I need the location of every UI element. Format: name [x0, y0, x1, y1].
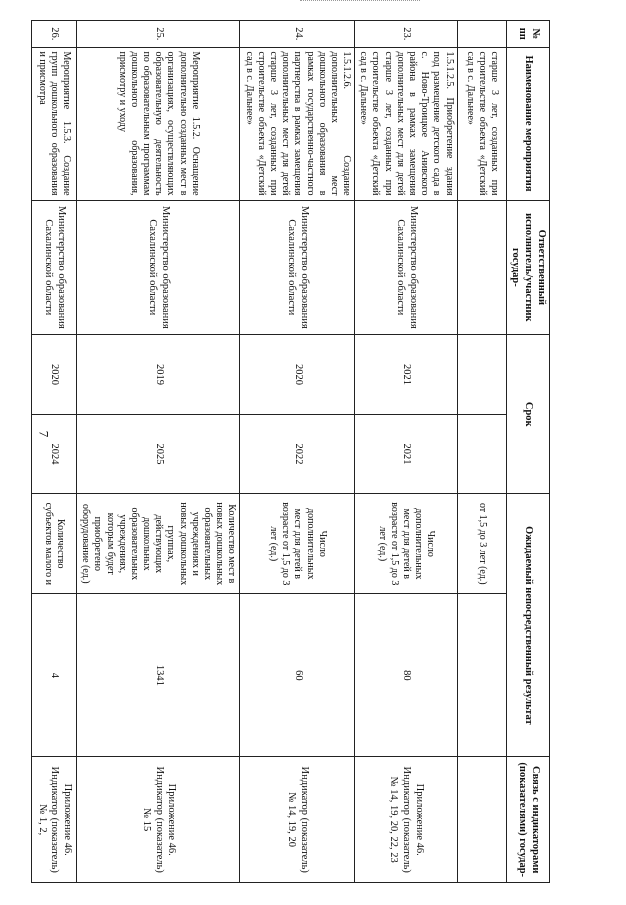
table-row [240, 21, 355, 883]
header-result: Ожидаемый непосредственный результат [506, 494, 549, 757]
table-row [457, 21, 506, 883]
result-text: Количество мест в новых дошкольных образовательных учреждениях и новых дошкольных группах, действующих дошкольных образовательных учреждениях, которым будет приобретено оборудование (ед.) [76, 494, 239, 594]
table-header-row [506, 21, 549, 883]
activity-name: Мероприятие 1.5.3. Создание групп дошкольного образования и присмотра [31, 47, 76, 200]
activities-table [31, 20, 550, 883]
header-name: Наименование мероприятия [506, 47, 549, 200]
activity-name: 1.5.1.2.5. Приобретение здания под размещение детского сада в с. Ново-Троицкое Анивского района в рамках замещения дополнительных мест для детей старше 3 лет, созданных при строительстве объекта «Детский сад в с. Дальнее» [355, 47, 458, 200]
header-term: Срок [506, 335, 549, 494]
row-number: 25. [76, 21, 239, 48]
term-end: 2021 [355, 414, 458, 494]
indicator-link: Приложение 46. Индикатор (показатель) № 15 [76, 757, 239, 883]
responsible-cell: Министерство образования Сахалинской области [31, 200, 76, 335]
term-end: 2024 [31, 414, 76, 494]
table-row [355, 21, 458, 883]
term-end: 2022 [240, 414, 355, 494]
result-value: 1341 [76, 594, 239, 757]
table-row [31, 21, 76, 883]
activity-name: Мероприятие 1.5.2. Оснащение дополнительно созданных мест в организациях, осуществляющих образовательную деятельность по образовательным программам дошкольного образования, присмотру и уходу [76, 47, 239, 200]
indicator-link: Приложение 46. Индикатор (показатель) № 14, 19, 20, 22, 23 [355, 757, 458, 883]
result-text: Количество субъектов малого и [31, 494, 76, 594]
row-number: 23. [355, 21, 458, 48]
result-value: 60 [240, 594, 355, 757]
activity-name: 1.5.1.2.6. Создание дополнительных мест дошкольного образования в рамках государственно-частного партнерства в рамках замещения дополнительных мест для детей старше 3 лет, созданных при строительстве объекта «Детский сад в с. Дальнее» [240, 47, 355, 200]
result-value [457, 594, 506, 757]
term-start: 2020 [31, 335, 76, 415]
header-responsible: Ответственный исполнитель/участник государ- [506, 200, 549, 335]
responsible-cell: Министерство образования Сахалинской области [355, 200, 458, 335]
header-number: № пп [506, 21, 549, 48]
indicator-link: Индикатор (показатель) № 14, 19, 20 [240, 757, 355, 883]
term-end: 2025 [76, 414, 239, 494]
table-row [76, 21, 239, 883]
row-number: 26. [31, 21, 76, 48]
term-start: 2020 [240, 335, 355, 415]
term-start: 2019 [76, 335, 239, 415]
term-start [457, 335, 506, 415]
result-value: 4 [31, 594, 76, 757]
responsible-cell: Министерство образования Сахалинской области [76, 200, 239, 335]
row-number [457, 21, 506, 48]
result-value: 80 [355, 594, 458, 757]
header-link: Связь с индикаторами (показателями) государ- [506, 757, 549, 883]
result-text: Число дополнительных мест для детей в возрасте от 1,5 до 3 лет (ед.) [355, 494, 458, 594]
result-text: от 1,5 до 3 лет (ед.) [457, 494, 506, 594]
indicator-link: Приложение 46. Индикатор (показатель) № 1, 2, [31, 757, 76, 883]
row-number: 24. [240, 21, 355, 48]
responsible-cell [457, 200, 506, 335]
indicator-link [457, 757, 506, 883]
result-text: Число дополнительных мест для детей в возрасте от 1,5 до 3 лет (ед.) [240, 494, 355, 594]
term-start: 2021 [355, 335, 458, 415]
responsible-cell: Министерство образования Сахалинской области [240, 200, 355, 335]
term-end [457, 414, 506, 494]
activity-name: старше 3 лет, созданных при строительстве объекта «Детский сад в с. Дальнее» [457, 47, 506, 200]
page-number: 7 [36, 430, 52, 438]
